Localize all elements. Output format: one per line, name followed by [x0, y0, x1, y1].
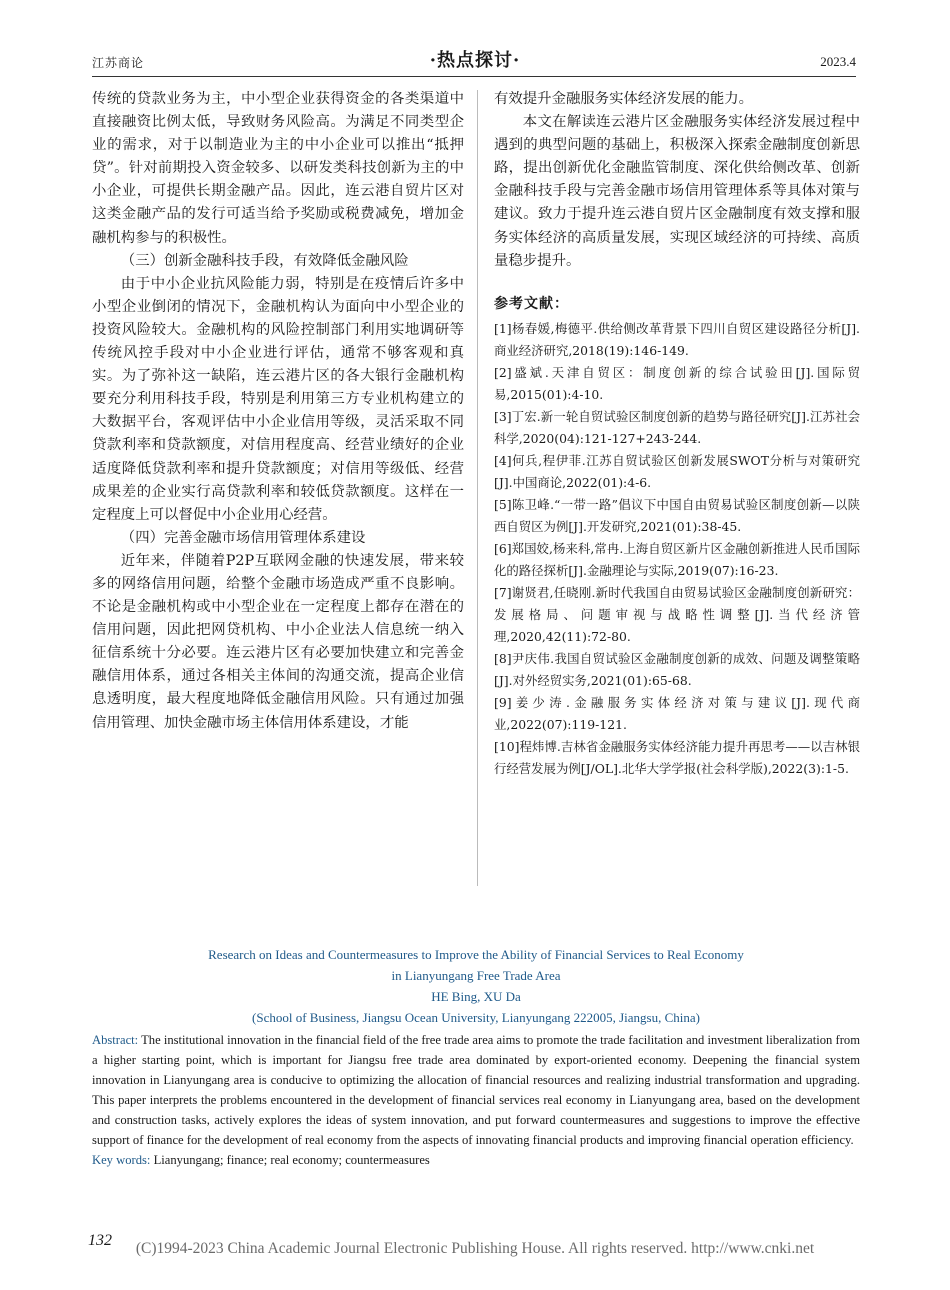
english-title-line-1: Research on Ideas and Countermeasures to Improve the Ability of Financial Services to Real Economy: [208, 947, 744, 962]
reference-item: [5]陈卫峰.“一带一路”倡议下中国自由贸易试验区制度创新—以陕西自贸区为例[J].开发研究,2021(01):38-45.: [494, 496, 860, 534]
reference-item: [4]何兵,程伊菲.江苏自贸试验区创新发展SWOT分析与对策研究[J].中国商论,2022(01):4-6.: [494, 452, 860, 490]
left-paragraph-1: 传统的贷款业务为主，中小型企业获得资金的各类渠道中直接融资比例太低，导致财务风险高。为满足不同类型企业的需求，对于以制造业为主的中小企业可以推出“抵押贷”。针对前期投入资金较多、以研发类科技创新为主的中小企业，可提供长期金融产品。因此，连云港自贸片区对这类金融产品的发行可适当给予奖励或税费减免，增加金融机构参与的积极性。: [92, 91, 464, 246]
english-abstract: [92, 1030, 860, 1150]
reference-item: [3]丁宏.新一轮自贸试验区制度创新的趋势与路径研究[J].江苏社会科学,2020(04):121-127+243-244.: [494, 408, 860, 446]
references-list: [494, 318, 860, 780]
english-affiliation: (School of Business, Jiangsu Ocean University, Lianyungang 222005, Jiangsu, China): [252, 1010, 700, 1025]
english-abstract-block: [92, 944, 860, 1170]
section-heading-3: （三）创新金融科技手段，有效降低金融风险: [120, 252, 409, 269]
section-heading-4: （四）完善金融市场信用管理体系建设: [120, 529, 366, 546]
reference-item: [1]杨春媛,梅德平.供给侧改革背景下四川自贸区建设路径分析[J].商业经济研究,2018(19):146-149.: [494, 320, 860, 358]
keywords-text: Lianyungang; finance; real economy; countermeasures: [150, 1153, 430, 1167]
copyright-watermark: (C)1994-2023 China Academic Journal Electronic Publishing House. All rights reserved. http://www.cnki.net: [135, 1240, 815, 1257]
right-column: [494, 88, 860, 888]
section-title: ·热点探讨·: [429, 50, 521, 71]
page-number: 132: [88, 1232, 112, 1249]
abstract-label: Abstract:: [92, 1033, 139, 1047]
right-paragraph-1: 有效提升金融服务实体经济发展的能力。: [494, 91, 754, 107]
reference-item: [2]盛斌.天津自贸区：制度创新的综合试验田[J].国际贸易,2015(01):4-10.: [494, 364, 860, 402]
keywords-label: Key words:: [92, 1153, 151, 1167]
header-rule: [92, 76, 856, 77]
reference-item: [10]程炜博.吉林省金融服务实体经济能力提升再思考——以吉林银行经营发展为例[J/OL].北华大学学报(社会科学版),2022(3):1-5.: [494, 738, 860, 776]
reference-item: [7]谢贤君,任晓刚.新时代我国自由贸易试验区金融制度创新研究：发展格局、问题审视与战略性调整[J].当代经济管理,2020,42(11):72-80.: [494, 584, 860, 644]
left-paragraph-2: 由于中小企业抗风险能力弱，特别是在疫情后许多中小型企业倒闭的情况下，金融机构认为面向中小型企业的投资风险较大。金融机构的风险控制部门利用实地调研等传统风控手段对中小企业进行评估，通常不够客观和真实。为了弥补这一缺陷，连云港片区的各大银行金融机构要充分利用科技手段，特别是利用第三方专业机构建立的大数据平台，客观评估中小企业信用等级，灵活采取不同贷款利率和贷款额度，对信用程度高、经营业绩好的企业适度降低贷款利率和提升贷款额度；对信用等级低、经营成果差的企业实行高贷款利率和较低贷款额度。这样在一定程度上可以督促中小企业用心经营。: [92, 275, 464, 523]
right-paragraph-2: 本文在解读连云港片区金融服务实体经济发展过程中遇到的典型问题的基础上，积极深入探索金融制度创新思路，提出创新优化金融监管制度、深化供给侧改革、创新金融科技手段与完善金融市场信用管理体系等具体对策与建议。致力于提升连云港自贸片区金融制度有效支撑和服务实体经济的高质量发展，实现区域经济的可持续、高质量稳步提升。: [494, 114, 860, 269]
reference-item: [8]尹庆伟.我国自贸试验区金融制度创新的成效、问题及调整策略[J].对外经贸实务,2021(01):65-68.: [494, 650, 860, 688]
left-column: [92, 88, 464, 888]
reference-item: [9]姜少涛.金融服务实体经济对策与建议[J].现代商业,2022(07):119-121.: [494, 694, 860, 732]
column-divider: [477, 90, 478, 886]
english-title-line-2: in Lianyungang Free Trade Area: [391, 968, 561, 983]
abstract-text: The institutional innovation in the financial field of the free trade area aims to promote the trade facilitation and investment liberalization from a higher starting point, which is important for Jiangsu free trade area dominated by export-oriented economy. Deepening the financial system innovation in Lianyungang area is conducive to optimizing the allocation of financial resources and realizing industrial transformation and upgrading. This paper interprets the problems encountered in the development of financial services real economy in Lianyungang area, based on the development and construction tasks, actively explores the ideas of system innovation, and put forward countermeasures and suggestions to improve the effective support of finance for the development of real economy from the aspects of innovating financial products and improving financial operation efficiency.: [92, 1033, 860, 1147]
english-keywords: [92, 1150, 860, 1170]
english-authors: HE Bing, XU Da: [431, 989, 521, 1004]
reference-item: [6]郑国姣,杨来科,常冉.上海自贸区新片区金融创新推进人民币国际化的路径探析[J].金融理论与实际,2019(07):16-23.: [494, 540, 860, 578]
left-paragraph-3: 近年来，伴随着P2P互联网金融的快速发展，带来较多的网络信用问题，给整个金融市场造成严重不良影响。不论是金融机构或中小型企业在一定程度上都存在潜在的信用问题，因此把网贷机构、中小企业法人信息统一纳入征信系统十分必要。连云港片区有必要加快建立和完善金融信用体系，通过各相关主体间的沟通交流，提高企业信息透明度，最大程度地降低金融信用风险。只有通过加强信用管理、加快金融市场主体信用体系建设，才能: [92, 552, 464, 731]
references-title: 参考文献：: [494, 295, 569, 312]
journal-name: 江苏商论: [92, 56, 145, 70]
issue-number: 2023.4: [820, 54, 856, 69]
